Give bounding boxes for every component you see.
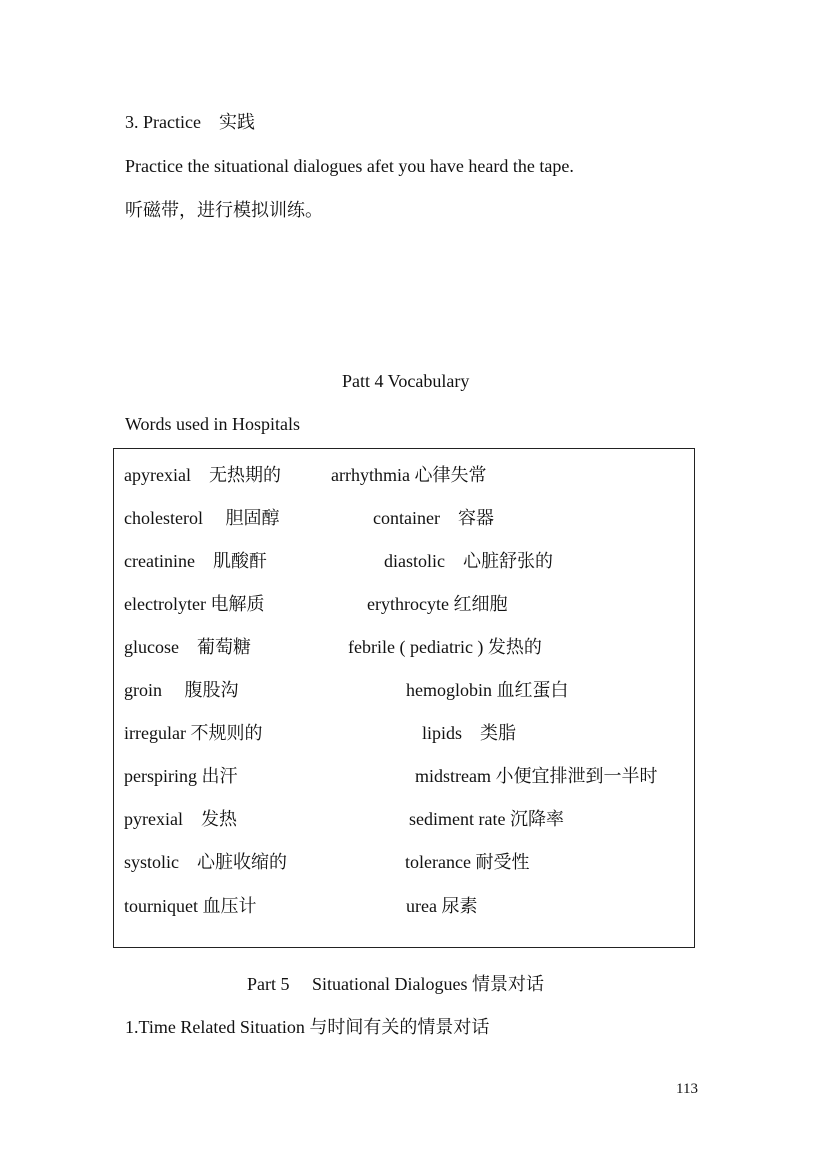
part5-subtitle: 1.Time Related Situation 与时间有关的情景对话 bbox=[125, 1017, 490, 1037]
vocab-row bbox=[114, 894, 694, 918]
practice-instruction-zh: 听磁带，进行模拟训练。 bbox=[125, 200, 323, 220]
vocab-term-left: tourniquet 血压计 bbox=[124, 896, 257, 916]
vocab-row bbox=[114, 721, 694, 745]
part5-title: Part 5 Situational Dialogues 情景对话 bbox=[247, 974, 544, 994]
vocabulary-table bbox=[113, 448, 695, 948]
vocab-term-right: hemoglobin 血红蛋白 bbox=[406, 680, 569, 700]
vocab-term-left: systolic 心脏收缩的 bbox=[124, 852, 288, 872]
vocab-term-left: glucose 葡萄糖 bbox=[124, 637, 251, 657]
vocab-term-right: container 容器 bbox=[373, 508, 494, 528]
vocab-term-left: irregular 不规则的 bbox=[124, 723, 263, 743]
vocab-term-left: groin 腹股沟 bbox=[124, 680, 239, 700]
vocab-term-left: electrolyter 电解质 bbox=[124, 594, 265, 614]
vocab-term-right: erythrocyte 红细胞 bbox=[367, 594, 508, 614]
vocab-row bbox=[114, 764, 694, 788]
vocab-term-left: perspiring 出汗 bbox=[124, 766, 238, 786]
vocab-row bbox=[114, 549, 694, 573]
vocab-row bbox=[114, 463, 694, 487]
vocab-row bbox=[114, 592, 694, 616]
vocab-term-right: sediment rate 沉降率 bbox=[409, 809, 564, 829]
vocab-row bbox=[114, 850, 694, 874]
vocab-row bbox=[114, 807, 694, 831]
vocab-term-left: pyrexial 发热 bbox=[124, 809, 237, 829]
vocab-term-left: apyrexial 无热期的 bbox=[124, 465, 281, 485]
vocab-row bbox=[114, 678, 694, 702]
vocab-row bbox=[114, 506, 694, 530]
page-number: 113 bbox=[676, 1081, 698, 1097]
practice-heading: 3. Practice 实践 bbox=[125, 112, 255, 132]
vocab-term-right: diastolic 心脏舒张的 bbox=[384, 551, 553, 571]
vocab-term-left: creatinine 肌酸酐 bbox=[124, 551, 267, 571]
vocab-row bbox=[114, 635, 694, 659]
practice-instruction-en: Practice the situational dialogues afet you have heard the tape. bbox=[125, 156, 574, 176]
vocab-term-right: urea 尿素 bbox=[406, 896, 478, 916]
vocab-term-right: arrhythmia 心律失常 bbox=[331, 465, 487, 485]
vocab-term-right: tolerance 耐受性 bbox=[405, 852, 530, 872]
part4-subtitle: Words used in Hospitals bbox=[125, 414, 301, 434]
vocab-term-right: lipids 类脂 bbox=[422, 723, 517, 743]
vocab-term-left: cholesterol 胆固醇 bbox=[124, 508, 280, 528]
vocab-term-right: febrile ( pediatric ) 发热的 bbox=[348, 637, 542, 657]
part4-title: Patt 4 Vocabulary bbox=[342, 371, 470, 391]
vocab-term-right: midstream 小便宜排泄到一半时 bbox=[415, 766, 658, 786]
